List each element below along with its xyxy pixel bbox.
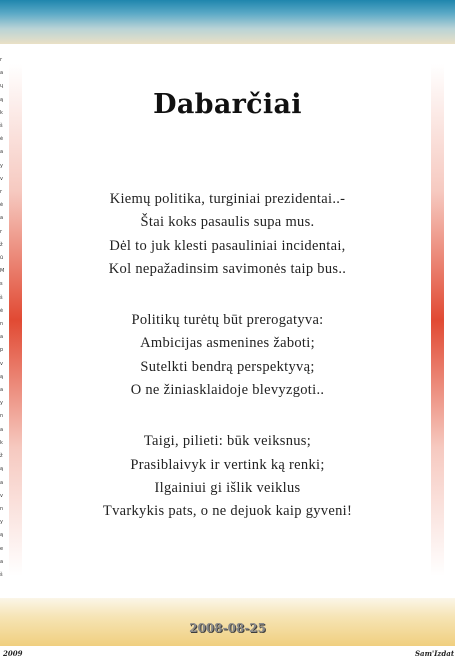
margin-glyph: v xyxy=(0,492,3,499)
poem-line: Kol nepažadinsim savimonės taip bus.. xyxy=(108,261,347,278)
margin-glyph: n xyxy=(0,505,4,512)
margin-glyph: v xyxy=(0,360,3,367)
poem-line: Dėl to juk klesti pasauliniai incidentai, xyxy=(109,237,346,254)
margin-glyph: ą xyxy=(0,532,4,539)
margin-glyph: a xyxy=(0,215,4,222)
left-decorative-bar xyxy=(9,64,22,576)
margin-glyph: M xyxy=(0,268,5,275)
poem-line: Štai koks pasaulis supa mus. xyxy=(140,214,315,231)
poem-line: Politikų turėtų būt prerogatyva: xyxy=(131,312,324,329)
margin-glyph: a xyxy=(0,149,4,156)
poem-date: 2008-08-25 xyxy=(189,621,266,635)
margin-glyph: ė xyxy=(0,202,4,209)
footer-signature: Sam'Izdat xyxy=(415,649,455,658)
margin-glyph: a xyxy=(0,558,4,565)
margin-glyph: ė xyxy=(0,136,4,143)
margin-glyph: y xyxy=(0,519,3,526)
margin-glyph: r xyxy=(0,228,3,235)
margin-glyph: š xyxy=(0,123,3,130)
poem-line: Ambicijas asmenines žaboti; xyxy=(140,335,315,352)
margin-glyph: a xyxy=(0,479,4,486)
margin-glyph: ų xyxy=(0,83,4,90)
poem-body xyxy=(40,188,415,551)
poem-title: Dabarčiai xyxy=(153,89,302,120)
margin-glyph: e xyxy=(0,545,4,552)
margin-glyph: ą xyxy=(0,466,4,473)
poem-line: Tvarkykis pats, o ne dejuok kaip gyveni! xyxy=(102,503,353,520)
margin-glyph: s xyxy=(0,281,3,288)
stanza xyxy=(40,430,415,524)
margin-glyph: n xyxy=(0,321,4,328)
margin-glyph: r xyxy=(0,189,3,196)
margin-glyph: n xyxy=(0,413,4,420)
margin-glyph: y xyxy=(0,400,3,407)
margin-glyph: p xyxy=(0,347,4,354)
stanza xyxy=(40,309,415,403)
margin-glyph: ą xyxy=(0,373,4,380)
margin-glyph: y xyxy=(0,162,3,169)
margin-glyph: ž xyxy=(0,453,3,460)
margin-glyph: a xyxy=(0,426,4,433)
footer-strip xyxy=(0,646,455,660)
margin-glyph: š xyxy=(0,571,3,578)
margin-glyph: a xyxy=(0,387,4,394)
poem-line: O ne žiniasklaidoje blevyzgoti.. xyxy=(130,382,325,399)
margin-glyph: v xyxy=(0,175,3,182)
margin-glyph: a xyxy=(0,334,4,341)
footer-year: 2009 xyxy=(3,649,23,658)
margin-text-column xyxy=(0,58,8,578)
poem-line: Kiemų politika, turginiai prezidentai..- xyxy=(109,191,346,207)
stanza xyxy=(40,188,415,282)
margin-glyph: ą xyxy=(0,96,4,103)
margin-glyph: k xyxy=(0,439,3,446)
poem-line: Taigi, pilieti: būk veiksnus; xyxy=(143,433,312,450)
margin-glyph: ū xyxy=(0,255,4,262)
header-band xyxy=(0,0,455,44)
poem-line: Sutelkti bendrą perspektyvą; xyxy=(140,358,315,375)
poem-line: Prasiblaivyk ir vertink ką renki; xyxy=(130,456,325,473)
margin-glyph: š xyxy=(0,294,3,301)
margin-glyph: ž xyxy=(0,241,3,248)
right-decorative-bar xyxy=(431,64,444,576)
poem-line: Ilgainiui gi išlik veiklus xyxy=(154,479,301,496)
margin-glyph: r xyxy=(0,57,3,63)
margin-glyph: a xyxy=(0,70,4,77)
margin-glyph: k xyxy=(0,109,3,116)
margin-glyph: ė xyxy=(0,307,4,314)
